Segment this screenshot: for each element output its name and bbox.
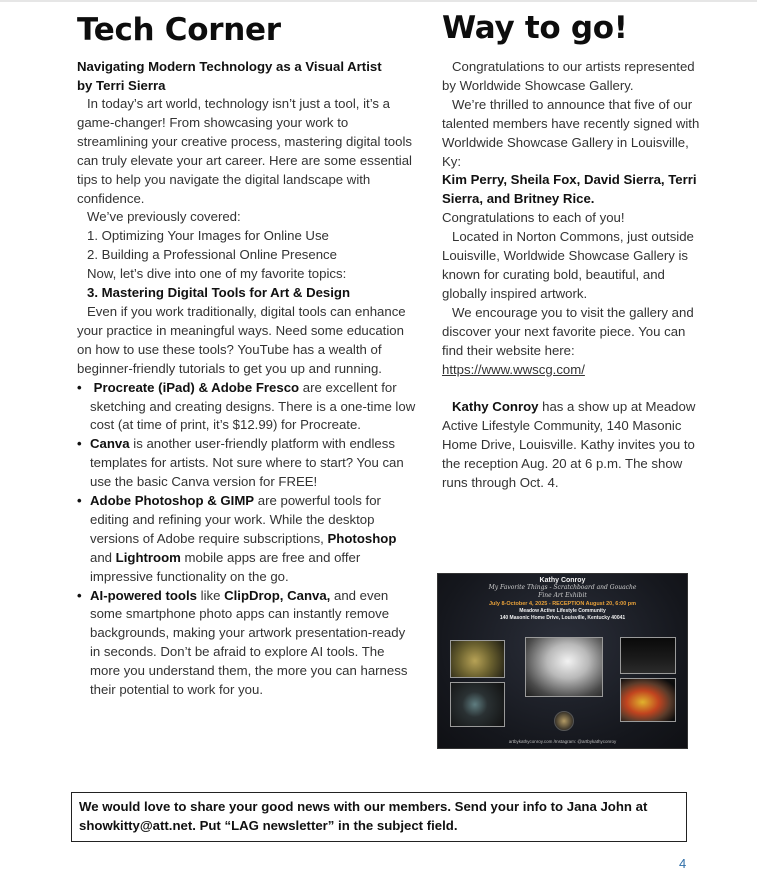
tech-corner-column: [77, 8, 417, 700]
kathy-show-text: Kathy Conroy has a show up at Meadow Active Lifestyle Community, 140 Masonic Home Drive, Louisville. Kathy invites you to the reception Aug. 20 at 6 p.m. The show runs through Oct. 4.: [442, 399, 696, 491]
callout-text: We would love to share your good news with our members. Send your info to Jana John at showkitty@att.net. Put “LAG newsletter” in the subject field.: [79, 799, 648, 833]
way-to-go-column: [442, 8, 702, 493]
poster-dates: July 8-October 4, 2025 - RECEPTION August 20, 6:00 pm: [488, 601, 637, 607]
artist-names: Kim Perry, Sheila Fox, David Sierra, Terri Sierra, and Britney Rice.: [442, 172, 697, 207]
gallery-website-link[interactable]: https://www.wwscg.com/: [442, 361, 585, 377]
poster-footer: artbykathyconroy.com /Instagram: @artbykathyconroy: [508, 739, 617, 744]
announcement-text: We’re thrilled to announce that five of our talented members have recently signed with Worldwide Showcase Gallery in Louisville, Ky:: [442, 96, 700, 169]
way-to-go-heading: Way to go!: [442, 10, 628, 46]
artist-logo-icon: [554, 711, 574, 731]
page-number: 4: [679, 856, 687, 871]
congrats-intro: Congratulations to our artists represented by Worldwide Showcase Gallery.: [442, 59, 695, 93]
poster-address: 140 Masonic Home Drive, Louisville, Kentucky 40041: [499, 614, 626, 621]
artwork-horse: [525, 637, 603, 697]
exhibit-poster-image: [437, 573, 688, 749]
list-item-canva: • Canva is another user-friendly platform with endless templates for artists. Not sure where to start? You can use the basic Canva version for FREE!: [77, 435, 417, 492]
article-title-text: Navigating Modern Technology as a Visual Artist: [77, 59, 382, 74]
congrats-each: Congratulations to each of you!: [442, 210, 625, 226]
topic-intro: Even if you work traditionally, digital tools can enhance your practice in meaningful ways. Need some education on how to use these tools? YouTube has a wealth of beginner-friendly tutorials to get you up and running.: [77, 303, 406, 376]
list-item-procreate: • Procreate (iPad) & Adobe Fresco are excellent for sketching and creating designs. There is a one-time low cost (at time of print, it’s $12.99) for Procreate.: [77, 379, 417, 436]
artwork-heron: [620, 637, 676, 674]
article-title: [77, 57, 417, 95]
page-top-border: [0, 0, 757, 2]
previously-covered-label: We’ve previously covered:: [87, 209, 241, 225]
poster-subtitle-2: Fine Art Exhibit: [538, 592, 587, 599]
list-item-photoshop-gimp: • Adobe Photoshop & GIMP are powerful tools for editing and refining your work. While the desktop versions of Adobe require subscriptions, Photoshop and Lightroom mobile apps are free and offer impressive functionality on the go.: [77, 492, 417, 587]
article-intro: In today’s art world, technology isn’t just a tool, it’s a game-changer! From showcasing your work to streamlining your creative process, mastering digital tools can truly elevate your art career. Here are some essential tips to help you navigate the digital landscape with confidence.: [77, 96, 412, 206]
visit-gallery-text: We encourage you to visit the gallery and discover your next favorite piece. You can find their website here: https://www.wwscg.com/: [442, 304, 694, 377]
poster-subtitle: My Favorite Things - Scratchboard and Gouache: [488, 584, 637, 591]
previous-topic-2: 2. Building a Professional Online Presence: [87, 247, 337, 263]
tech-corner-heading: Tech Corner: [77, 12, 281, 48]
gallery-description: Located in Norton Commons, just outside Louisville, Worldwide Showcase Gallery is known for curating bold, beautiful, and globally inspired artwork.: [442, 229, 694, 301]
spacer: [442, 379, 702, 398]
list-item-ai-tools: • AI-powered tools like ClipDrop, Canva, and even some smartphone photo apps can instantly remove backgrounds, making your artwork presentation-ready in seconds. Don’t be afraid to explore AI tools. The more you understand them, the more you can harness their potential to work for you.: [77, 587, 417, 700]
topic-heading: 3. Mastering Digital Tools for Art & Design: [87, 285, 351, 301]
tools-list: [77, 379, 417, 700]
dive-in-text: Now, let’s dive into one of my favorite topics:: [87, 266, 347, 282]
news-submission-callout: [71, 792, 687, 842]
article-byline: by Terri Sierra: [77, 78, 166, 93]
previous-topic-1: 1. Optimizing Your Images for Online Use: [87, 228, 329, 244]
poster-venue: Meadow Active Lifestyle Community: [519, 608, 606, 614]
artwork-lion: [450, 640, 505, 678]
artwork-flower: [450, 682, 505, 727]
artwork-bird: [620, 678, 676, 722]
poster-artist-name: Kathy Conroy: [539, 577, 586, 584]
